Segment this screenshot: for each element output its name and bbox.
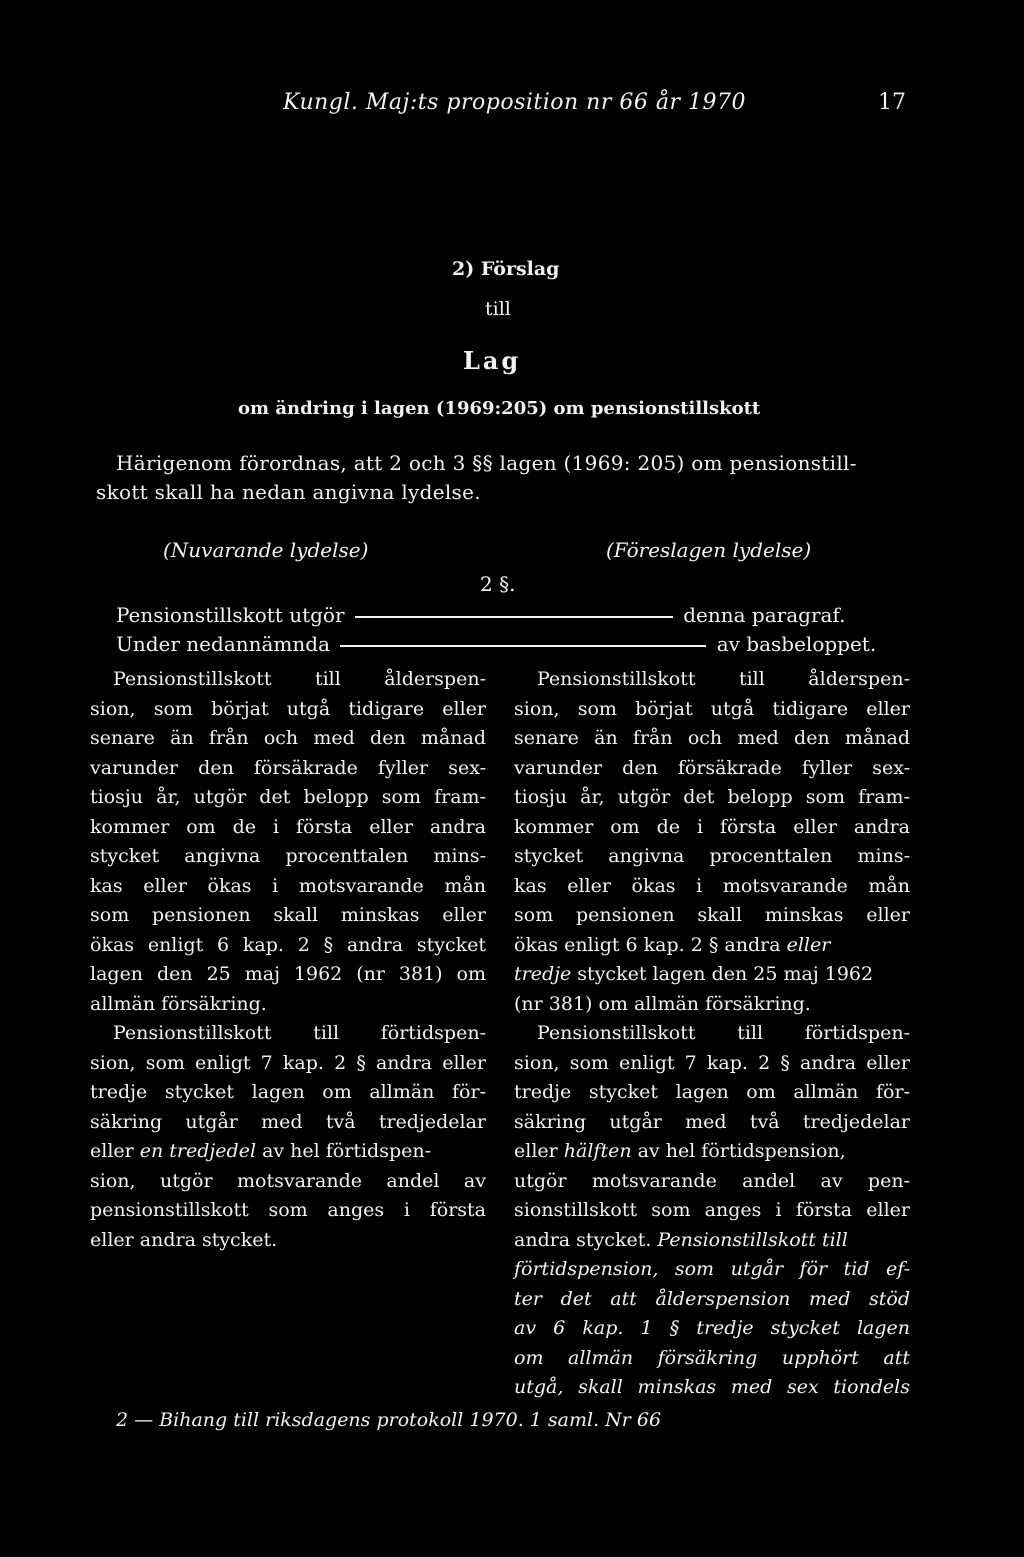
intro-line-2: skott skall ha nedan angivna lydelse. [96,480,481,504]
running-header-title: Kungl. Maj:ts proposition nr 66 år 1970 [283,90,746,115]
text-line: sionstillskott som anges i första eller [514,1199,910,1221]
intro-line-1: Härigenom förordnas, att 2 och 3 §§ lagen (1969: 205) om pensionstill- [116,451,857,475]
law-subtitle: om ändring i lagen (1969:205) om pensionstillskott [238,398,761,419]
text-line: sion, som börjat utgå tidigare eller [514,697,910,720]
page-footer: 2 — Bihang till riksdagens protokoll 1970. 1 saml. Nr 66 [116,1409,662,1431]
text-line: varunder den försäkrade fyller sex- [514,756,910,779]
till-label: till [485,298,511,320]
text-line: tiosju år, utgör det belopp som fram- [90,786,486,808]
text-line: sion, som enligt 7 kap. 2 § andra eller [90,1051,486,1074]
text-line: sion, utgör motsvarande andel av [90,1169,486,1192]
text-fragment: eller [90,1140,140,1162]
left-column-heading: (Nuvarande lydelse) [163,538,369,562]
text-line: lagen den 25 maj 1962 (nr 381) om [90,963,486,985]
text-line: Pensionstillskott till ålderspen- [537,668,910,690]
text-line: sion, som börjat utgå tidigare eller [90,697,486,720]
law-title: Lag [463,346,522,375]
text-line: stycket angivna procenttalen mins- [514,845,910,867]
emphasized-text: en tredjedel [139,1140,257,1162]
text-line: eller andra stycket. [90,1228,278,1251]
text-fragment: av hel förtidspen- [256,1140,432,1162]
text-line: kas eller ökas i motsvarande mån [514,874,910,897]
text-line: kas eller ökas i motsvarande mån [90,874,486,897]
text-fragment: av hel förtidspension, [631,1140,846,1162]
text-line: senare än från och med den månad [514,727,910,749]
text-line: som pensionen skall minskas eller [90,904,486,926]
text-line: kommer om de i första eller andra [514,815,910,838]
text-line: kommer om de i första eller andra [90,815,486,838]
shared-line-2-right: av basbeloppet. [716,632,877,656]
text-line: sion, som enligt 7 kap. 2 § andra eller [514,1051,910,1074]
text-fragment: andra stycket. [514,1228,658,1251]
shared-line-2-left: Under nedannämnda [116,632,330,656]
text-line: Pensionstillskott till förtidspen- [113,1022,486,1044]
text-line: av 6 kap. 1 § tredje stycket lagen [514,1317,910,1339]
shared-line-1-left: Pensionstillskott utgör [116,603,345,627]
text-line: Pensionstillskott till förtidspen- [537,1022,910,1044]
text-line [514,960,910,990]
text-line: stycket angivna procenttalen mins- [90,845,486,867]
left-column-current-text [90,665,486,1255]
text-fragment: ökas enligt 6 kap. 2 § andra [514,933,787,956]
section-number: 2 §. [480,572,516,596]
shared-line-1 [116,603,845,627]
text-line: säkring utgår med två tredjedelar [90,1110,486,1133]
text-fragment: stycket lagen den 25 maj 1962 [571,963,874,985]
text-line: om allmän försäkring upphört att [514,1346,910,1369]
text-line: ter det att ålderspension med stöd [514,1287,910,1310]
text-line: ökas enligt 6 kap. 2 § andra stycket [90,933,486,956]
text-line [514,931,910,961]
shared-line-1-right: denna paragraf. [683,603,846,627]
text-line: som pensionen skall minskas eller [514,904,910,926]
text-line: förtidspension, som utgår för tid ef- [514,1258,910,1280]
text-line: utgå, skall minskas med sex tiondels [514,1376,910,1398]
emphasized-text: Pensionstillskott till [657,1228,848,1251]
proposal-label: 2) Förslag [452,258,560,280]
text-fragment: eller [514,1140,564,1162]
text-line: pensionstillskott som anges i första [90,1199,486,1221]
text-line: tiosju år, utgör det belopp som fram- [514,786,910,808]
emphasized-text: hälften [563,1140,632,1162]
text-line: (nr 381) om allmän försäkring. [514,992,811,1015]
text-line [90,1137,486,1167]
text-line: varunder den försäkrade fyller sex- [90,756,486,779]
right-column-heading: (Föreslagen lydelse) [606,538,812,562]
text-line: säkring utgår med två tredjedelar [514,1110,910,1133]
page-number: 17 [878,90,906,115]
text-line [514,1226,910,1256]
text-line: senare än från och med den månad [90,727,486,749]
text-line: tredje stycket lagen om allmän för- [514,1081,910,1103]
text-line [514,1137,910,1167]
emphasized-text: eller [786,933,831,956]
text-line: Pensionstillskott till ålderspen- [113,668,486,690]
shared-line-2 [116,632,876,656]
text-line: tredje stycket lagen om allmän för- [90,1081,486,1103]
text-line: utgör motsvarande andel av pen- [514,1169,910,1192]
dash-separator [355,616,673,618]
right-column-proposed-text [514,665,910,1403]
dash-separator [340,645,706,647]
text-line: allmän försäkring. [90,992,267,1015]
emphasized-text: tredje [514,963,572,985]
